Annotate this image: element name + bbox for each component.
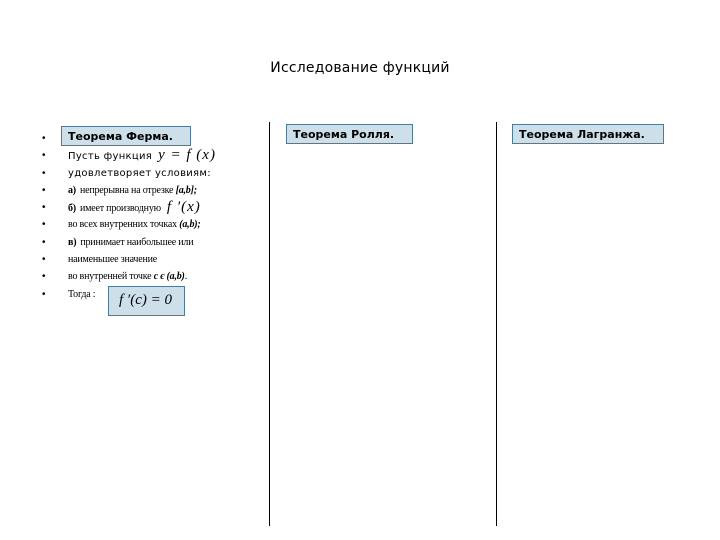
list-item-text: имеет производную xyxy=(79,203,161,215)
list-item-text: принимает наибольшее или xyxy=(80,236,194,248)
rolle-theorem-title: Теорема Ролля. xyxy=(286,124,413,144)
list-item xyxy=(42,165,282,182)
interval-emphasis: [a,b]; xyxy=(175,184,197,196)
list-item xyxy=(42,234,282,251)
lagrange-theorem-title: Теорема Лагранжа. xyxy=(512,124,664,144)
point-emphasis: c є (a,b) xyxy=(153,271,185,283)
fermat-conclusion-formula: f ′(c) = 0 xyxy=(108,286,185,316)
list-item xyxy=(42,130,282,147)
list-item-text: наименьшее значение xyxy=(68,254,158,266)
list-item-text: Пусть функция xyxy=(68,151,153,163)
list-item-text: во всех внутренних точках xyxy=(68,219,177,231)
list-item-text: во внутренней точке xyxy=(68,271,152,283)
fermat-theorem-title: Теорема Ферма. xyxy=(61,126,191,146)
list-item xyxy=(42,199,282,216)
list-item xyxy=(42,251,282,268)
list-item xyxy=(42,182,282,199)
list-item xyxy=(42,147,282,164)
list-marker: а) xyxy=(68,184,76,196)
derivative-formula: f ′(x) xyxy=(166,199,201,216)
list-marker: б) xyxy=(68,203,76,215)
list-item-tail: . xyxy=(184,271,187,283)
column-divider-right xyxy=(496,122,497,526)
interval-emphasis: (a,b); xyxy=(179,219,201,231)
list-marker: в) xyxy=(68,236,77,248)
list-item-text: Тогда : xyxy=(68,288,96,300)
function-formula: y = f (x) xyxy=(158,147,216,164)
list-item xyxy=(42,268,282,285)
list-item-text: удовлетворяет условиям: xyxy=(68,167,211,179)
list-item xyxy=(42,216,282,233)
page-title: Исследование функций xyxy=(270,60,450,76)
list-item-text: непрерывна на отрезке xyxy=(79,184,174,196)
fermat-conditions-list xyxy=(42,130,282,303)
